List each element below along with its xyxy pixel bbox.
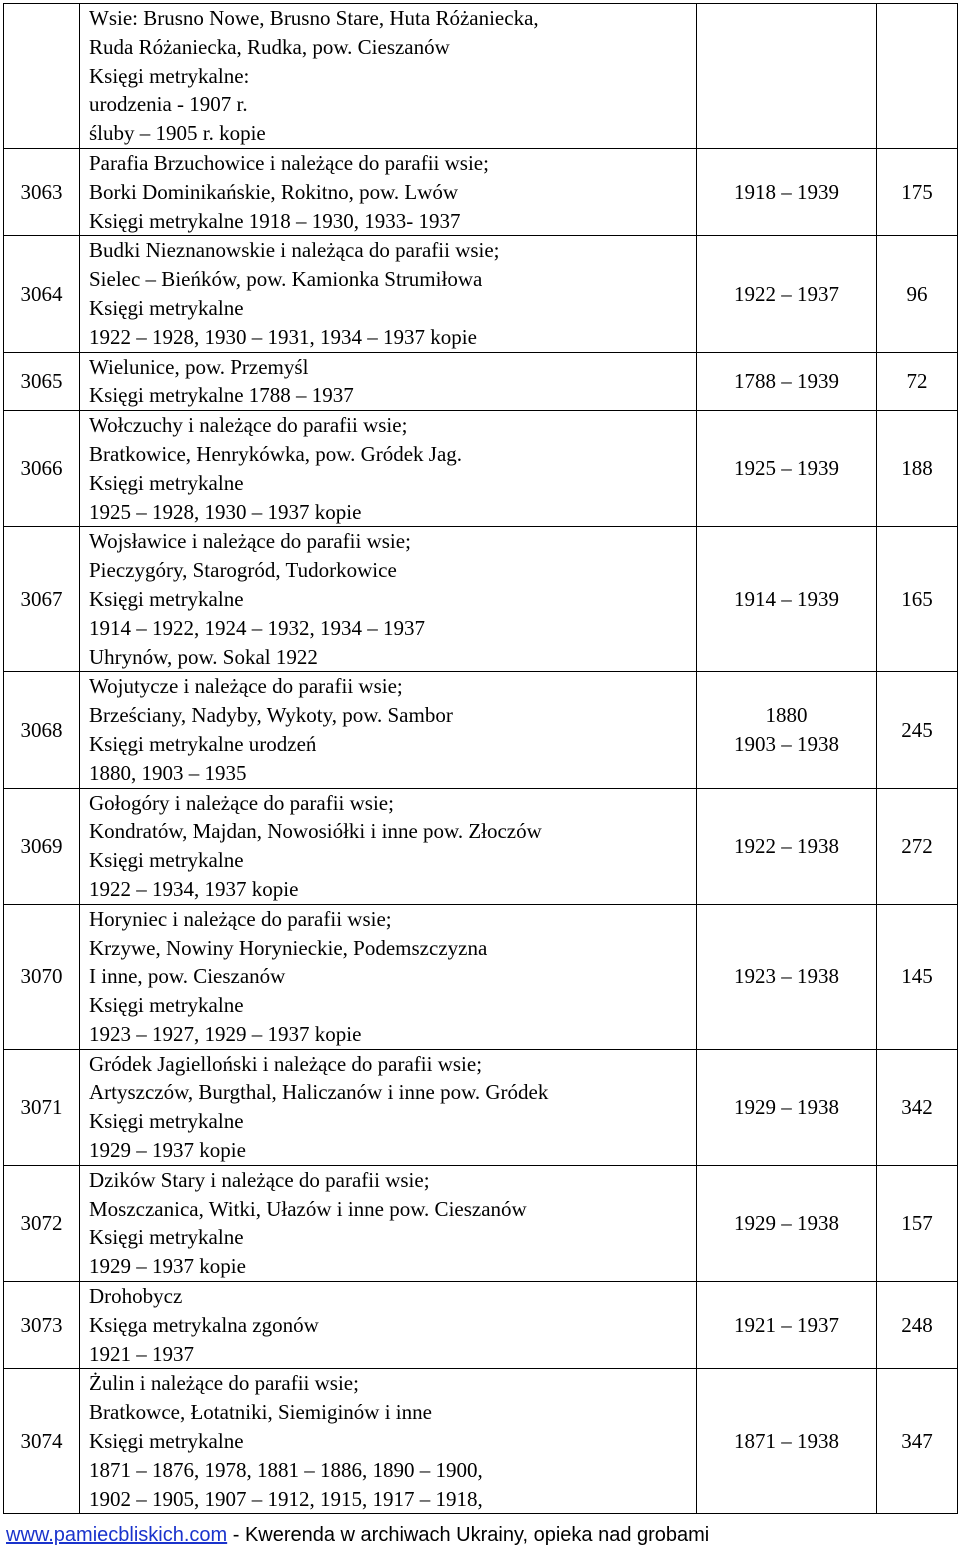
record-years xyxy=(697,1369,877,1514)
description-line: Horyniec i należące do parafii wsie; xyxy=(89,906,392,931)
description-line: 1922 – 1928, 1930 – 1931, 1934 – 1937 kopie xyxy=(89,324,477,349)
footer-text: - Kwerenda w archiwach Ukrainy, opieka nad grobami xyxy=(227,1524,710,1546)
record-description xyxy=(80,236,697,352)
description-line: Księgi metrykalne xyxy=(89,295,244,320)
description-line: Wielunice, pow. Przemyśl xyxy=(89,354,309,379)
record-years xyxy=(697,4,877,149)
description-line: Uhrynów, pow. Sokal 1922 xyxy=(89,644,318,669)
description-line: Gródek Jagielloński i należące do parafii wsie; xyxy=(89,1051,483,1076)
description-line: Księgi metrykalne xyxy=(89,1225,244,1250)
description-line: Bratkowice, Henrykówka, pow. Gródek Jag. xyxy=(89,441,463,466)
record-number: 3073 xyxy=(4,1282,80,1369)
description-line: I inne, pow. Cieszanów xyxy=(89,964,286,989)
site-link[interactable]: www.pamiecbliskich.com xyxy=(6,1524,228,1546)
description-line: 1880, 1903 – 1935 xyxy=(89,760,247,785)
record-years xyxy=(697,352,877,411)
record-description xyxy=(80,148,697,235)
table-row xyxy=(4,148,958,235)
record-description xyxy=(80,352,697,411)
description-line: Parafia Brzuchowice i należące do parafii wsie; xyxy=(89,150,489,175)
description-line: 1923 – 1927, 1929 – 1937 kopie xyxy=(89,1021,362,1046)
record-number: 3074 xyxy=(4,1369,80,1514)
description-line: Bratkowce, Łotatniki, Siemiginów i inne xyxy=(89,1400,432,1425)
record-description xyxy=(80,904,697,1049)
record-years xyxy=(697,904,877,1049)
record-description xyxy=(80,4,697,149)
records-body xyxy=(4,4,958,1514)
description-line: Wołczuchy i należące do parafii wsie; xyxy=(89,413,408,438)
description-line: Sielec – Bieńków, pow. Kamionka Strumiłowa xyxy=(89,267,483,292)
record-description xyxy=(80,1049,697,1165)
years-line: 1923 – 1938 xyxy=(734,964,839,989)
description-line: Księgi metrykalne xyxy=(89,586,244,611)
description-line: Księgi metrykalne: xyxy=(89,63,250,88)
record-years xyxy=(697,411,877,527)
record-count: 248 xyxy=(877,1282,958,1369)
description-line: Drohobycz xyxy=(89,1284,183,1309)
record-number: 3072 xyxy=(4,1165,80,1281)
description-line: urodzenia - 1907 r. xyxy=(89,92,248,117)
years-line: 1929 – 1938 xyxy=(734,1094,839,1119)
table-row xyxy=(4,672,958,788)
description-line: 1922 – 1934, 1937 kopie xyxy=(89,876,299,901)
record-number: 3066 xyxy=(4,411,80,527)
description-line: Gołogóry i należące do parafii wsie; xyxy=(89,790,394,815)
record-count: 188 xyxy=(877,411,958,527)
description-line: Księgi metrykalne xyxy=(89,470,244,495)
description-line: Wojsławice i należące do parafii wsie; xyxy=(89,529,411,554)
description-line: 1929 – 1937 kopie xyxy=(89,1138,246,1163)
record-count: 165 xyxy=(877,527,958,672)
table-row xyxy=(4,1049,958,1165)
record-description xyxy=(80,527,697,672)
description-line: Moszczanica, Witki, Ułazów i inne pow. Cieszanów xyxy=(89,1196,527,1221)
record-description xyxy=(80,788,697,904)
years-line: 1918 – 1939 xyxy=(734,179,839,204)
description-line: 1871 – 1876, 1978, 1881 – 1886, 1890 – 1900, xyxy=(89,1457,483,1482)
page-footer xyxy=(6,1522,709,1548)
description-line: Ruda Różaniecka, Rudka, pow. Cieszanów xyxy=(89,34,450,59)
years-line: 1914 – 1939 xyxy=(734,586,839,611)
table-row xyxy=(4,411,958,527)
description-line: Dzików Stary i należące do parafii wsie; xyxy=(89,1167,430,1192)
record-description xyxy=(80,1165,697,1281)
record-number: 3064 xyxy=(4,236,80,352)
years-line: 1880 xyxy=(765,703,808,728)
description-line: Księgi metrykalne xyxy=(89,1109,244,1134)
years-line: 1929 – 1938 xyxy=(734,1211,839,1236)
record-years xyxy=(697,236,877,352)
table-row xyxy=(4,4,958,149)
description-line: Księgi metrykalne 1788 – 1937 xyxy=(89,383,354,408)
record-years xyxy=(697,1165,877,1281)
record-count: 347 xyxy=(877,1369,958,1514)
description-line: Księgi metrykalne xyxy=(89,848,244,873)
years-line: 1925 – 1939 xyxy=(734,456,839,481)
description-line: Księgi metrykalne urodzeń xyxy=(89,731,317,756)
record-number: 3070 xyxy=(4,904,80,1049)
record-description xyxy=(80,1282,697,1369)
description-line: Brześciany, Nadyby, Wykoty, pow. Sambor xyxy=(89,703,453,728)
description-line: 1914 – 1922, 1924 – 1932, 1934 – 1937 xyxy=(89,615,425,640)
years-line xyxy=(697,62,876,91)
record-years xyxy=(697,148,877,235)
years-line: 1922 – 1938 xyxy=(734,833,839,858)
table-row xyxy=(4,1369,958,1514)
record-count: 272 xyxy=(877,788,958,904)
years-line: 1903 – 1938 xyxy=(734,731,839,756)
description-line: 1925 – 1928, 1930 – 1937 kopie xyxy=(89,499,362,524)
years-line: 1921 – 1937 xyxy=(734,1312,839,1337)
record-years xyxy=(697,1049,877,1165)
table-row xyxy=(4,352,958,411)
record-count: 157 xyxy=(877,1165,958,1281)
description-line: Kondratów, Majdan, Nowosiółki i inne pow. Złoczów xyxy=(89,819,542,844)
record-number: 3068 xyxy=(4,672,80,788)
description-line: Księgi metrykalne xyxy=(89,993,244,1018)
record-years xyxy=(697,788,877,904)
record-count: 145 xyxy=(877,904,958,1049)
years-line: 1871 – 1938 xyxy=(734,1429,839,1454)
record-description xyxy=(80,672,697,788)
record-years xyxy=(697,1282,877,1369)
record-years xyxy=(697,672,877,788)
description-line: Żulin i należące do parafii wsie; xyxy=(89,1371,359,1396)
description-line: Księgi metrykalne 1918 – 1930, 1933- 1937 xyxy=(89,208,461,233)
description-line: Księga metrykalna zgonów xyxy=(89,1312,319,1337)
record-description xyxy=(80,1369,697,1514)
description-line: Wsie: Brusno Nowe, Brusno Stare, Huta Różaniecka, xyxy=(89,6,539,30)
record-count: 96 xyxy=(877,236,958,352)
table-row xyxy=(4,236,958,352)
years-line: 1788 – 1939 xyxy=(734,368,839,393)
description-line: Pieczygóry, Starogród, Tudorkowice xyxy=(89,558,397,583)
table-row xyxy=(4,788,958,904)
record-count: 245 xyxy=(877,672,958,788)
record-count xyxy=(877,4,958,149)
table-row xyxy=(4,527,958,672)
description-line: Borki Dominikańskie, Rokitno, pow. Lwów xyxy=(89,179,459,204)
record-number: 3071 xyxy=(4,1049,80,1165)
record-number: 3067 xyxy=(4,527,80,672)
record-number: 3063 xyxy=(4,148,80,235)
record-count: 342 xyxy=(877,1049,958,1165)
description-line: śluby – 1905 r. kopie xyxy=(89,121,266,146)
table-row xyxy=(4,1165,958,1281)
description-line: 1921 – 1937 xyxy=(89,1341,194,1366)
description-line: 1929 – 1937 kopie xyxy=(89,1254,246,1279)
record-number: 3069 xyxy=(4,788,80,904)
description-line: Księgi metrykalne xyxy=(89,1429,244,1454)
records-table xyxy=(3,3,958,1514)
description-line: Artyszczów, Burgthal, Haliczanów i inne pow. Gródek xyxy=(89,1080,549,1105)
years-line: 1922 – 1937 xyxy=(734,281,839,306)
description-line: 1902 – 1905, 1907 – 1912, 1915, 1917 – 1918, xyxy=(89,1486,483,1511)
record-count: 175 xyxy=(877,148,958,235)
record-number xyxy=(4,4,80,149)
description-line: Wojutycze i należące do parafii wsie; xyxy=(89,674,403,699)
record-years xyxy=(697,527,877,672)
description-line: Krzywe, Nowiny Horynieckie, Podemszczyzna xyxy=(89,935,488,960)
table-row xyxy=(4,1282,958,1369)
table-row xyxy=(4,904,958,1049)
record-number: 3065 xyxy=(4,352,80,411)
record-description xyxy=(80,411,697,527)
description-line: Budki Nieznanowskie i należąca do parafii wsie; xyxy=(89,238,500,263)
record-count: 72 xyxy=(877,352,958,411)
